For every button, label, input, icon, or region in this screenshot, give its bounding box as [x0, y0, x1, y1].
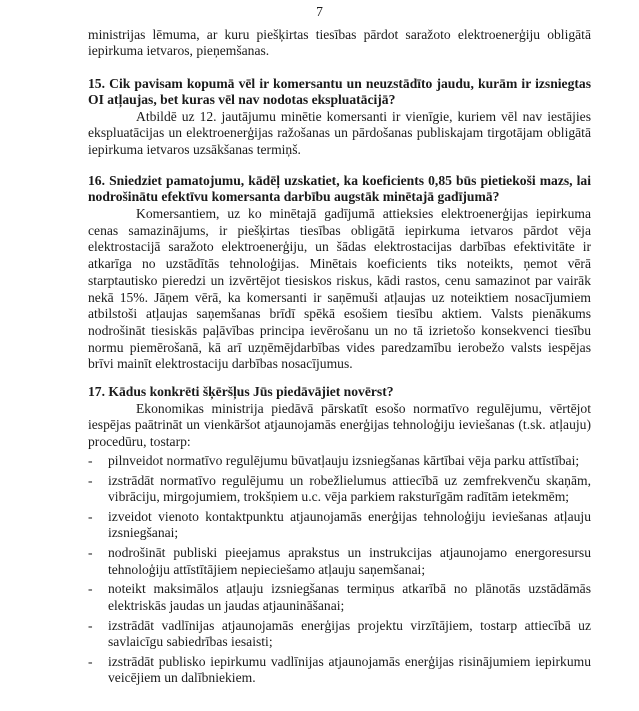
bullet-dash: -	[88, 472, 93, 488]
list-item-text: izstrādāt publisko iepirkumu vadlīnijas atjaunojamās enerģijas risinājumiem iepirkumu veicējiem un dalībniekiem.	[108, 653, 591, 686]
question-16-answer: Komersantiem, uz ko minētajā gadījumā attieksies elektroenerģijas iepirkuma cenas samazinājums, ir piešķirtas tiesības obligātā iepirkuma ietvaros pārdot vēja elektrostacijā saražoto elektroenerģiju, un šādas elektrostacijas darbības efektivitāte ir atkarīga no uzstādītās tehnoloģijas. Minētais koeficients tiks noteikts, ņemot vērā starptautisko pieredzi un izvērtējot tiesiskos riskus, kādi rastos, cenu samazinot par vairāk nekā 15%. Jāņem vērā, ka komersanti ir saņēmuši atļaujas uz noteiktiem nosacījumiem atbilstoši atļaujas saņemšanas brīdī spēkā esošiem tiesību aktiem. Valsts pienākums nodrošināt tiesiskās paļāvības principa ievērošanu un no tā izrietošo konsekvenci tiesību normu piemērošanā, kā arī uzņēmējdarbības vides paredzamību ierobežo valsts iespējas brīvi mainīt elektrostaciju darbības nosacījumus.	[88, 206, 591, 372]
continuation-paragraph: ministrijas lēmuma, ar kuru piešķirtas tiesības pārdot saražoto elektroenerģiju obligātā iepirkuma ietvaros, pieņemšanas.	[88, 27, 591, 59]
bullet-dash: -	[88, 453, 93, 468]
question-16-heading: 16. Sniedziet pamatojumu, kādēļ uzskatiet, ka koeficients 0,85 būs pietiekoši mazs, lai nodrošinātu efektīvu komersanta darbību augstāk minētajā gadījumā?	[88, 173, 591, 205]
list-item	[88, 654, 591, 687]
list-item	[88, 545, 591, 578]
list-item-text: izveidot vienoto kontaktpunktu atjaunojamās enerģijas tehnoloģiju ieviešanas atļauju izsniegšanai;	[108, 509, 591, 541]
page-number: 7	[316, 4, 323, 19]
question-17-heading: 17. Kādus konkrēti šķēršļus Jūs piedāvājiet novērst?	[88, 384, 394, 399]
list-item-text: izstrādāt vadlīnijas atjaunojamās enerģijas projektu virzītājiem, tostarp attiecībā uz savlaicīgu sabiedrības iesaisti;	[108, 617, 591, 649]
bullet-dash: -	[88, 509, 93, 525]
list-item	[88, 618, 591, 651]
list-item-text: izstrādāt normatīvo regulējumu un robežlielumus attiecībā uz zemfrekvenču skaņām, vibrāciju, mirgojumiem, trokšņiem u.c. vēja parkiem raksturīgām radītām ietekmēm;	[108, 472, 591, 505]
bullet-dash: -	[88, 545, 93, 561]
list-item	[88, 581, 591, 614]
question-17-answer: Ekonomikas ministrija piedāvā pārskatīt esošo normatīvo regulējumu, vērtējot iespējas paātrināt un vienkāršot atjaunojamās enerģijas tehnoloģiju ieviešanas (t.sk. atļauju) procedūru, tostarp:	[88, 401, 591, 449]
list-item-text: noteikt maksimālos atļauju izsniegšanas termiņus atkarībā no plānotās uzstādāmās elektriskās jaudas un jaudas atjaunināšanai;	[108, 581, 591, 613]
question-17-bullet-list	[88, 453, 591, 690]
bullet-dash: -	[88, 617, 93, 633]
list-item	[88, 473, 591, 506]
question-15-heading: 15. Cik pavisam kopumā vēl ir komersantu un neuzstādīto jaudu, kurām ir izsniegtas OI atļaujas, bet kuras vēl nav nodotas ekspluatācijā?	[88, 76, 591, 108]
list-item-text: pilnveidot normatīvo regulējumu būvatļauju izsniegšanas kārtībai vēja parku attīstībai;	[108, 453, 580, 468]
question-15-answer: Atbildē uz 12. jautājumu minētie komersanti ir vienīgie, kuriem vēl nav iestājies ekspluatācijas un elektroenerģijas ražošanas un pārdošanas publiskajam tirgotājam obligātā iepirkuma ietvaros uzsākšanas termiņš.	[88, 109, 591, 157]
bullet-dash: -	[88, 581, 93, 597]
list-item	[88, 453, 591, 469]
list-item-text: nodrošināt publiski pieejamus aprakstus un instrukcijas atjaunojamo energoresursu tehnoloģiju attīstītājiem nepieciešamo atļauju saņemšanai;	[108, 545, 591, 577]
list-item	[88, 509, 591, 542]
bullet-dash: -	[88, 653, 93, 669]
